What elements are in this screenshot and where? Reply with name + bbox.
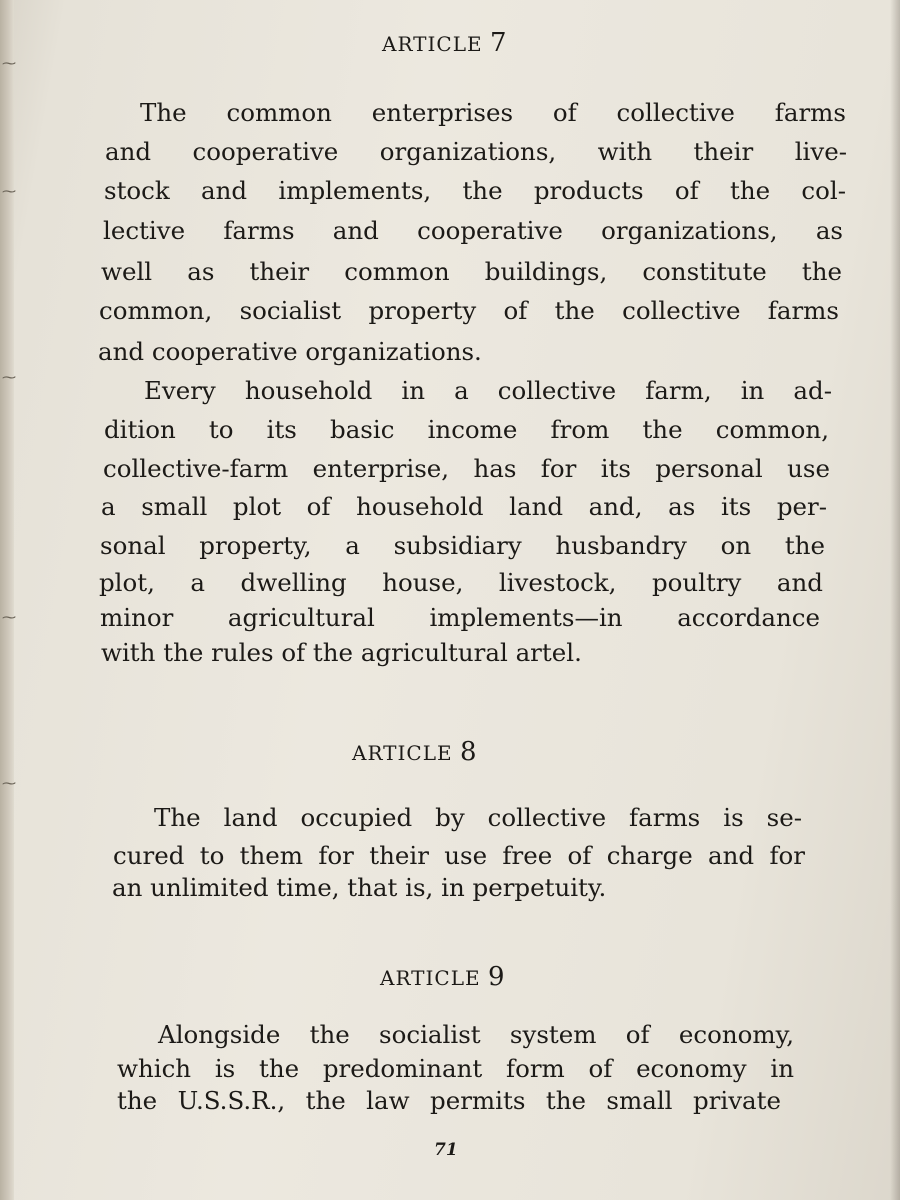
article-7-para1-line: lective farms and cooperative organizations, as xyxy=(103,216,843,245)
heading-word: ARTICLE xyxy=(352,741,453,765)
article-7-para1-line: common, socialist property of the collective farms xyxy=(99,296,839,325)
article-7-para2-line: Every household in a collective farm, in ad- xyxy=(144,376,832,405)
article-7-para2-line: minor agricultural implements—in accordance xyxy=(100,603,820,632)
article-8-heading xyxy=(352,737,476,767)
page-number: 71 xyxy=(434,1140,458,1160)
article-9-heading xyxy=(380,962,504,992)
staple-mark: ⁓ xyxy=(2,56,16,72)
article-7-para2-line: sonal property, a subsidiary husbandry on the xyxy=(100,531,825,560)
article-7-para2-line: a small plot of household land and, as its per- xyxy=(101,492,827,521)
article-9-para1-line: the U.S.S.R., the law permits the small private xyxy=(117,1086,781,1115)
article-7-para2-line: dition to its basic income from the common, xyxy=(104,415,829,444)
article-7-para2-line: with the rules of the agricultural artel. xyxy=(101,638,582,667)
heading-number: 9 xyxy=(487,962,505,992)
staple-mark: ⁓ xyxy=(2,370,16,386)
article-7-para1-line: The common enterprises of collective farms xyxy=(140,98,846,127)
article-7-para1-line: stock and implements, the products of the col- xyxy=(104,176,846,205)
article-9-para1-line: which is the predominant form of economy in xyxy=(117,1054,794,1083)
article-8-para1-line: cured to them for their use free of charge and for xyxy=(113,841,805,870)
article-7-para1-line: and cooperative organizations. xyxy=(98,337,482,366)
article-7-para1-line: and cooperative organizations, with their live- xyxy=(105,137,847,166)
heading-number: 8 xyxy=(459,737,477,767)
page-edge-shadow xyxy=(890,0,900,1200)
heading-word: ARTICLE xyxy=(382,32,483,56)
staple-mark: ⁓ xyxy=(2,610,16,626)
heading-word: ARTICLE xyxy=(380,966,481,990)
staple-mark: ⁓ xyxy=(2,776,16,792)
article-7-para2-line: collective-farm enterprise, has for its personal use xyxy=(103,454,830,483)
article-7-heading xyxy=(382,28,506,58)
article-8-para1-line: an unlimited time, that is, in perpetuity. xyxy=(112,873,607,902)
article-7-para2-line: plot, a dwelling house, livestock, poultry and xyxy=(99,568,823,597)
binding-edge xyxy=(0,0,14,1200)
heading-number: 7 xyxy=(489,28,507,58)
article-8-para1-line: The land occupied by collective farms is se- xyxy=(154,803,802,832)
article-9-para1-line: Alongside the socialist system of economy, xyxy=(158,1020,794,1049)
staple-mark: ⁓ xyxy=(2,184,16,200)
article-7-para1-line: well as their common buildings, constitute the xyxy=(101,257,842,286)
